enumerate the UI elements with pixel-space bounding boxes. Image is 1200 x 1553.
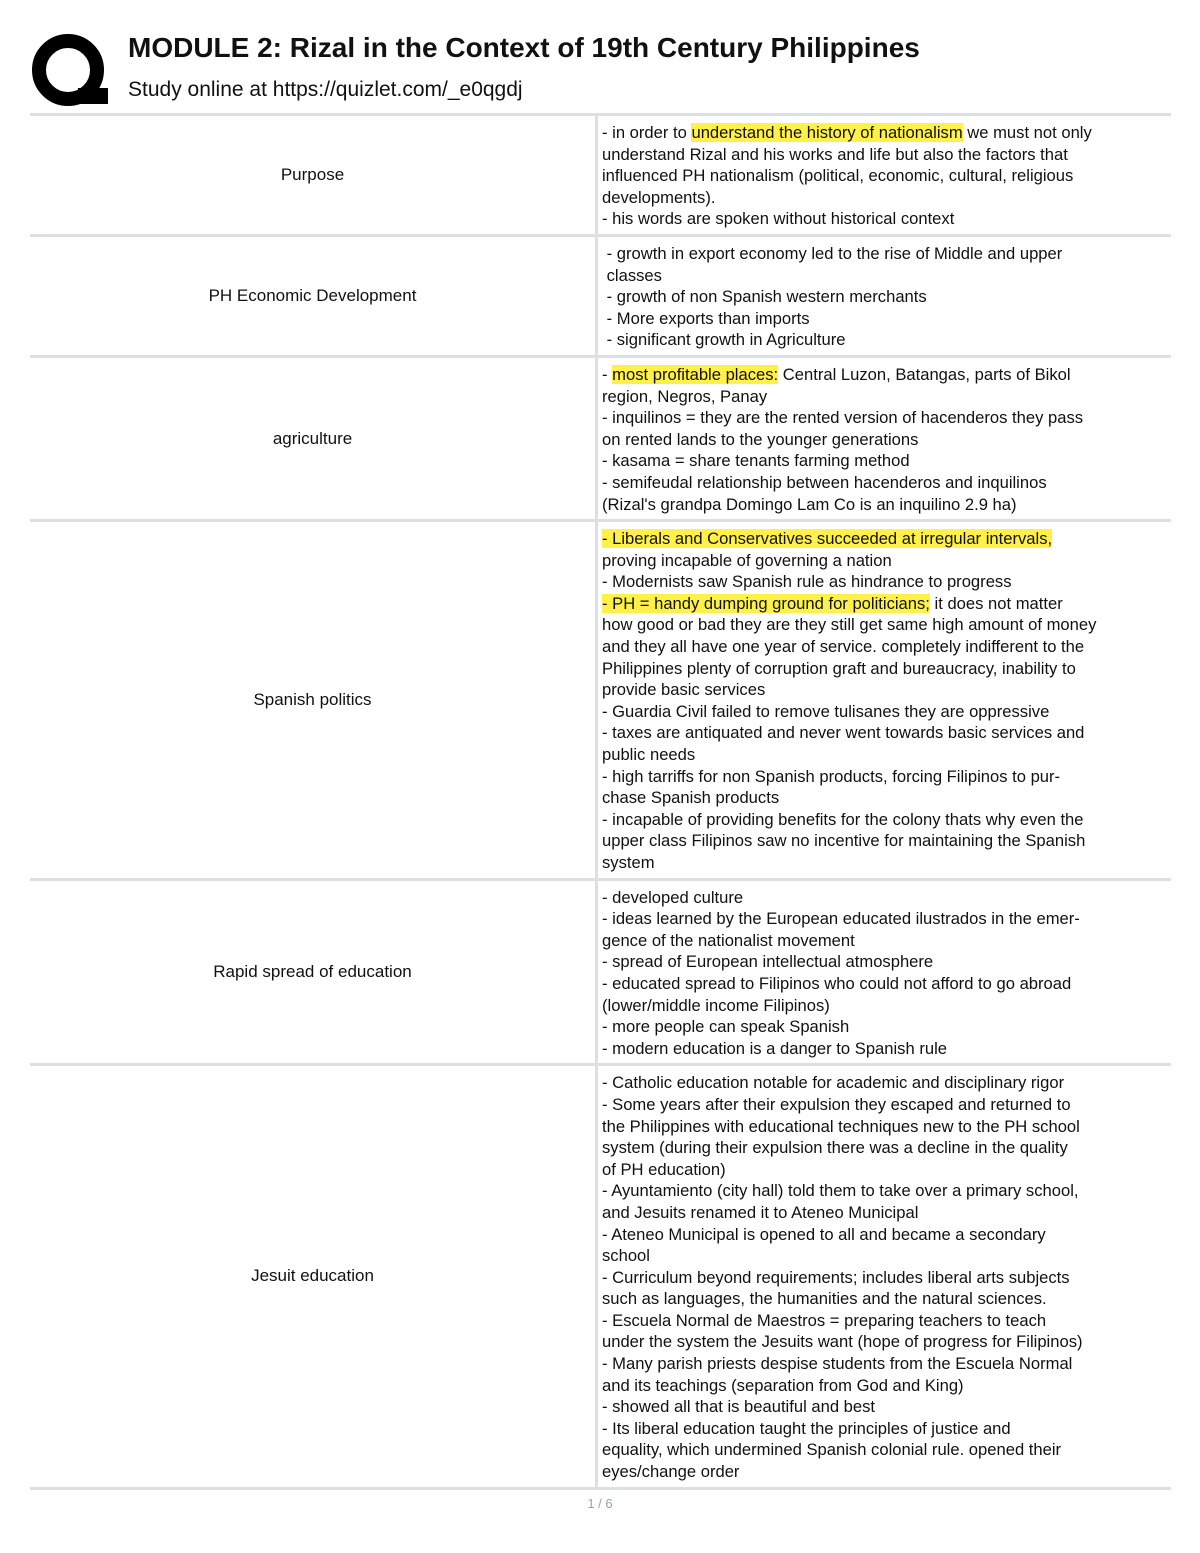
definition-line: - most profitable places: Central Luzon, Batangas, parts of Bikol [602,364,1071,384]
definition-line: and they all have one year of service. completely indifferent to the [602,637,1085,657]
definition-line: - Escuela Normal de Maestros = preparing teachers to teach [602,1310,1047,1330]
term-text: Purpose [280,164,345,184]
term-text: agriculture [272,428,353,448]
definition-line: - taxes are antiquated and never went towards basic services and [602,723,1085,743]
definition-cell [598,1066,1169,1486]
definition-line: gence of the nationalist movement [602,930,855,950]
definition-line: - educated spread to Filipinos who could not afford to go abroad [602,973,1072,993]
quizlet-logo-icon [30,32,110,112]
definition-cell [598,237,1169,355]
definition-cell [598,116,1169,234]
definition-line: on rented lands to the younger generations [602,429,919,449]
page-header [30,28,1180,108]
definition-line: - in order to understand the history of nationalism we must not only [602,123,1092,142]
term-text: Jesuit education [251,1266,374,1286]
definition-line: school [602,1246,650,1266]
definition-line: eyes/change order [602,1462,740,1482]
definition-line: - Guardia Civil failed to remove tulisanes they are oppressive [602,701,1050,721]
flashcard-table [30,113,1171,1490]
definition-line: - spread of European intellectual atmosphere [602,952,934,972]
definition-line: under the system the Jesuits want (hope of progress for Filipinos) [602,1332,1083,1352]
definition-line: (Rizal's grandpa Domingo Lam Co is an inquilino 2.9 ha) [602,494,1017,514]
definition-line: - kasama = share tenants farming method [602,451,910,471]
definition-line: provide basic services [602,680,766,700]
definition-line: - growth of non Spanish western merchants [602,287,927,307]
definition-line: Philippines plenty of corruption graft and bureaucracy, inability to [602,658,1076,678]
definition-line: - semifeudal relationship between hacenderos and inquilinos [602,472,1047,492]
definition-line: such as languages, the humanities and the natural sciences. [602,1289,1047,1309]
definition-line: upper class Filipinos saw no incentive for maintaining the Spanish [602,831,1086,851]
definition-line: - PH = handy dumping ground for politicians; it does not matter [602,593,1063,613]
definition-line: - growth in export economy led to the rise of Middle and upper [602,243,1063,263]
definition-line: developments). [602,187,716,207]
table-row [30,358,1171,522]
term-cell [30,881,595,1064]
highlighted-text: most profitable places: [612,364,779,384]
definition-line: - high tarriffs for non Spanish products, forcing Filipinos to pur- [602,766,1061,786]
definition-line: chase Spanish products [602,788,780,808]
table-row [30,1066,1171,1489]
definition-line: - Catholic education notable for academic and disciplinary rigor [602,1073,1065,1093]
definition-line: public needs [602,745,696,765]
definition-line: equality, which undermined Spanish colonial rule. opened their [602,1440,1062,1460]
definition-line: (lower/middle income Filipinos) [602,995,830,1015]
definition-line: how good or bad they are they still get same high amount of money [602,615,1097,635]
definition-line: - Some years after their expulsion they escaped and returned to [602,1094,1071,1114]
definition-line: - significant growth in Agriculture [602,330,846,350]
definition-line: system (during their expulsion there was a decline in the quality [602,1138,1068,1158]
definition-line: - developed culture [602,887,744,907]
definition-line: - modern education is a danger to Spanish rule [602,1038,947,1058]
highlighted-text: understand the history of nationalism [691,123,963,142]
definition-line: - Curriculum beyond requirements; includes liberal arts subjects [602,1267,1070,1287]
table-row [30,237,1171,358]
term-text: PH Economic Development [208,285,417,305]
definition-line: - Ayuntamiento (city hall) told them to take over a primary school, [602,1181,1079,1201]
definition-line: of PH education) [602,1159,726,1179]
definition-line: - inquilinos = they are the rented version of hacenderos they pass [602,408,1084,428]
definition-line: - incapable of providing benefits for the colony thats why even the [602,809,1084,829]
table-row [30,881,1171,1067]
term-text: Rapid spread of education [213,961,412,981]
table-row [30,116,1171,237]
term-cell [30,1066,595,1486]
definition-line: - his words are spoken without historical context [602,209,955,229]
page-title: MODULE 2: Rizal in the Context of 19th Century Philippines [128,32,920,63]
term-text: Spanish politics [253,689,372,709]
definition-line: - Its liberal education taught the principles of justice and [602,1418,1011,1438]
study-online-link-text[interactable]: Study online at https://quizlet.com/_e0qgdj [128,78,523,101]
definition-cell [598,881,1169,1064]
definition-line: - Ateneo Municipal is opened to all and became a secondary [602,1224,1046,1244]
definition-line: - Modernists saw Spanish rule as hindrance to progress [602,572,1012,592]
definition-line: the Philippines with educational techniques new to the PH school [602,1116,1080,1136]
table-row [30,522,1171,881]
definition-line: classes [602,265,662,285]
definition-line: influenced PH nationalism (political, economic, cultural, religious [602,166,1074,186]
definition-line: and its teachings (separation from God and King) [602,1375,964,1395]
definition-line: - ideas learned by the European educated ilustrados in the emer- [602,909,1080,929]
definition-line: understand Rizal and his works and life but also the factors that [602,144,1068,164]
definition-line: proving incapable of governing a nation [602,550,892,570]
highlighted-text: - PH = handy dumping ground for politicians; [602,593,930,613]
definition-line: - more people can speak Spanish [602,1017,850,1037]
definition-cell [598,522,1169,878]
definition-line: and Jesuits renamed it to Ateneo Municipal [602,1202,919,1222]
definition-line: - Many parish priests despise students from the Escuela Normal [602,1354,1073,1374]
definition-line [602,528,1165,550]
definition-line: - More exports than imports [602,308,810,328]
term-cell [30,237,595,355]
definition-cell [598,358,1169,519]
highlighted-text: - Liberals and Conservatives succeeded at irregular intervals, [602,529,1053,549]
definition-line: - showed all that is beautiful and best [602,1397,876,1417]
term-cell [30,522,595,878]
page-number: 1 / 6 [587,1496,613,1511]
definition-line: system [602,853,655,872]
term-cell [30,116,595,234]
definition-line: region, Negros, Panay [602,386,768,406]
term-cell [30,358,595,519]
